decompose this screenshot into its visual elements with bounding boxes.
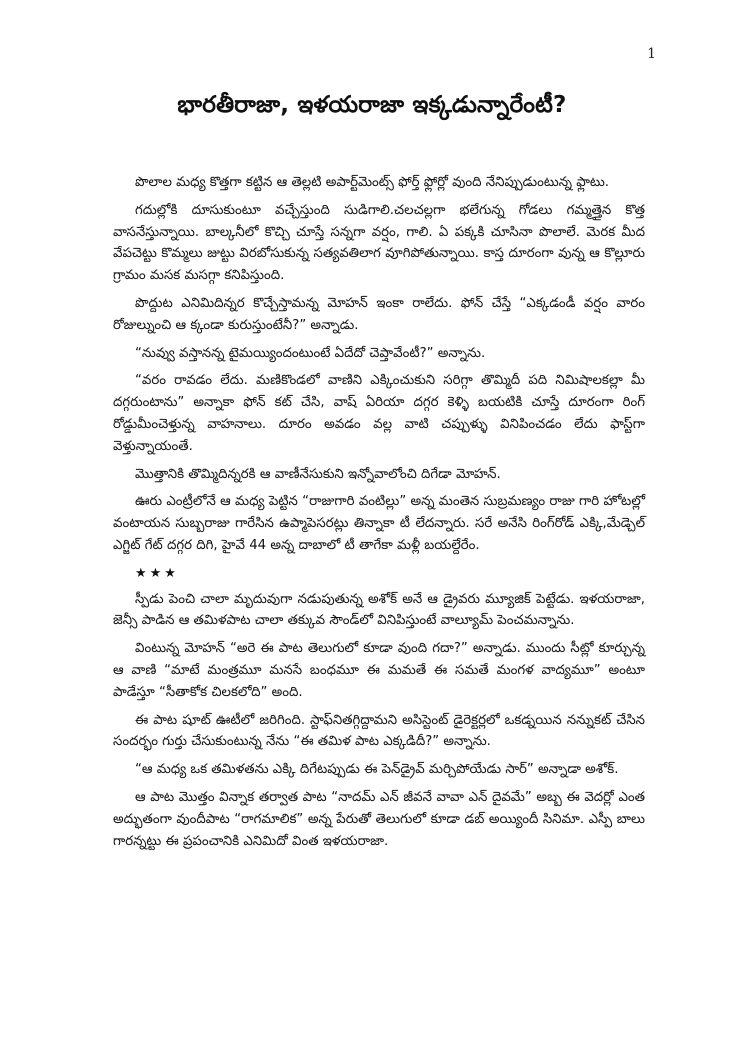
paragraph: “వరం రావడం లేదు. మణికొండలో వాణిని ఎక్కించుకుని సరిగ్గా తొమ్మిదీ పది నిమిషాలకల్లా మీ దగ్గరుంటాను” అన్నాకా ఫోన్ కట్ చేసి, వాష్ ఏరియా దగ్గర కెళ్ళి బయటికి చూస్తే దూరంగా రింగ్ రోడ్డుమీంచెళ్తున్న వాహనాలు. దూరం అవడం వల్ల వాటి చప్పుళ్ళు వినిపించడం లేదు ఫాస్ట్‌గా వెళ్తున్నాయంతే. bbox=[113, 373, 645, 454]
paragraph: మొత్తానికి తొమ్మిదిన్నరకి ఆ వాణీనేసుకుని ఇన్నోవాలోంచి దిగేడా మోహన్. bbox=[135, 466, 501, 482]
paragraph: పొలాల మధ్య కొత్తగా కట్టిన ఆ తెల్లటి అపార్ట్‌మెంట్స్ ఫోర్త్ ఫ్లోర్లో వుంది నేనిప్పుడుంటున్న ఫ్లాటు. bbox=[135, 175, 610, 190]
paragraph: స్పీడు పెంచి చాలా మృదువుగా నడుపుతున్న అశోక్ అనే ఆ డ్రైవరు మ్యూజిక్ పెట్టేడు. ఇళయరాజా, జెన్సీ పాడిన ఆ తమిళపాట చాలా తక్కువ సౌండ్‌లో వినిపిస్తుంటే వాల్యూమ్ పెంచమన్నాను. bbox=[113, 591, 645, 629]
body-text bbox=[113, 172, 645, 858]
paragraph: “ఆ మధ్య ఒక తమిళతను ఎక్కి దిగేటప్పుడు ఈ పెన్‌డ్రైవ్ మర్చిపోయేడు సార్” అన్నాడా అశోక్. bbox=[135, 762, 619, 778]
paragraph: “నువ్వు వస్తానన్న టైమయ్యిందంటుంటే ఏదేదో చెప్తావేంటీ?” అన్నాను. bbox=[135, 345, 486, 361]
paragraph: పొద్దుట ఎనిమిదిన్నర కొచ్చేస్తామన్న మోహన్ ఇంకా రాలేదు. ఫోన్ చేస్తే “ఎక్కడండీ వర్షం వారం రోజుల్నుంచి ఆ క్కండా కురుస్తుంటేనీ?” అన్నాడు. bbox=[113, 295, 645, 333]
paragraph: ఆ పాట మొత్తం విన్నాక తర్వాత పాట “నాదమ్ ఎన్ జీవనే వావా ఎన్ దైవమే” అబ్బ ఈ వెదర్లో ఎంత అద్భుతంగా వుందీపాట “రాగమాలిక” అన్న పేరుతో తెలుగులో కూడా డబ్ అయ్యిందీ సినిమా. ఎస్పీ బాలు గారన్నట్టు ఈ ప్రపంచానికి ఎనిమిదో వింత ఇళయరాజా. bbox=[113, 789, 645, 849]
paragraph: గదుల్లోకి దూసుకుంటూ వచ్చేస్తుంది సుడిగాలి.చలచల్లగా భలేగున్న గోడలు గమ్మత్తైన కొత్త వాసనేస్తున్నాయి. బాల్కనీలో కొచ్చి చూస్తే సన్నగా వర్షం, గాలి. ఏ పక్కకి చూసినా పొలాలే. మెరక మీద వేపచెట్టు కొమ్మలు జుట్టు విరబోసుకున్న సత్యవతిలాగ వూగిపోతున్నాయి. కాస్త దూరంగా వున్న ఆ కొల్లూరు గ్రామం మసక మసగ్గా కనిపిస్తుంది. bbox=[113, 202, 645, 284]
page-number: 1 bbox=[647, 46, 656, 62]
paragraph: ఈ పాట షూట్ ఊటీలో జరిగింది. స్టాఫ్‌నితగ్గిద్దామని అసిస్టెంట్ డైరెక్టర్లలో ఒకడ్నయిన నన్నుకట్ చేసిన సందర్భం గుర్తు చేసుకుంటున్న నేను “ఈ తమిళ పాట ఎక్కడిదీ?” అన్నాను. bbox=[113, 712, 645, 750]
section-separator: ★★★ bbox=[135, 565, 179, 581]
paragraph: ఊరు ఎంట్రీలోనే ఆ మధ్య పెట్టిన “రాజుగారి వంటిల్లు” అన్న మంతెన సుబ్రమణ్యం రాజు గారి హోటల్లో వంటాయన సుబ్బరాజు గారేసిన ఉప్మాపెసరట్లు తిన్నాకా టీ లేదన్నారు. సరే అనేసి రింగ్‌రోడ్ ఎక్కి,మేడ్చెల్ ఎగ్జిట్ గేట్ దగ్గర దిగి, హైవే 44 అన్న దాబాలో టీ తాగేకా మళ్లీ బయల్దేరేం. bbox=[113, 494, 645, 553]
paragraph: వింటున్న మోహన్ “అరె ఈ పాట తెలుగులో కూడా వుంది గదా?” అన్నాడు. ముందు సీట్లో కూర్చున్న ఆ వాణి “మాటే మంత్రమూ మనసే బంధమూ ఈ మమతే ఈ సమతే మంగళ వాద్యమూ” అంటూ పాడేస్తూ “సీతాకోక చిలకలోది” అంది. bbox=[113, 641, 645, 700]
chapter-title: భారతీరాజా, ఇళయరాజా ఇక్కడున్నారేంటీ? bbox=[177, 92, 567, 118]
